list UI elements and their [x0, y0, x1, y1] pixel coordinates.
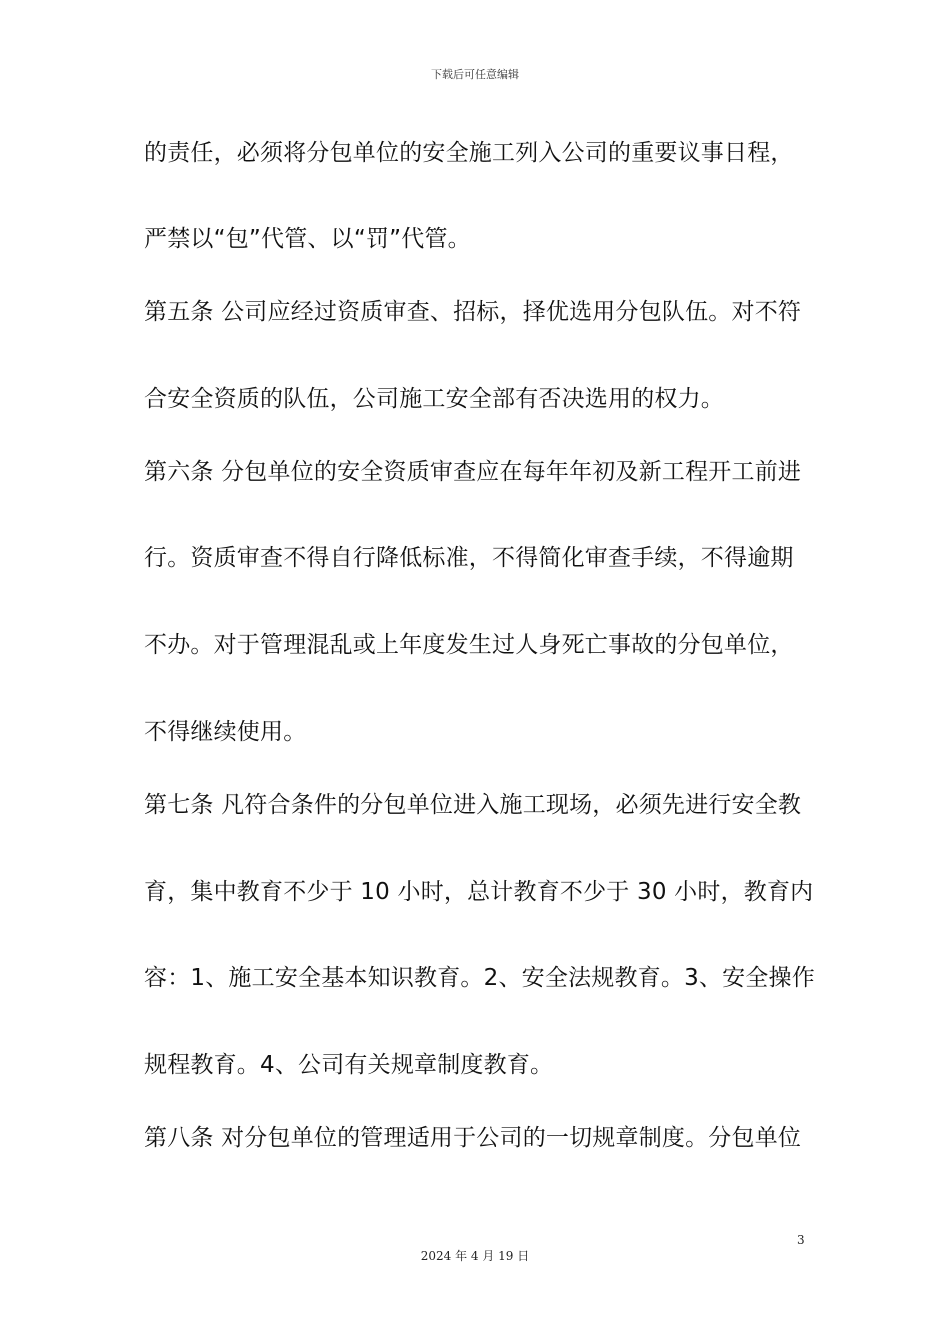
body-line-3: 第五条 公司应经过资质审查、招标，择优选用分包队伍。对不符	[144, 299, 802, 325]
body-line-8: 不得继续使用。	[144, 719, 307, 745]
page-number: 3	[797, 1233, 805, 1247]
footer-date: 2024 年 4 月 19 日	[420, 1249, 530, 1263]
body-line-9: 第七条 凡符合条件的分包单位进入施工现场，必须先进行安全教	[144, 792, 802, 818]
body-line-13: 第八条 对分包单位的管理适用于公司的一切规章制度。分包单位	[144, 1125, 802, 1151]
body-line-5: 第六条 分包单位的安全资质审查应在每年年初及新工程开工前进	[144, 459, 802, 485]
body-line-6: 行。资质审查不得自行降低标准，不得简化审查手续，不得逾期	[144, 545, 794, 571]
body-line-7: 不办。对于管理混乱或上年度发生过人身死亡事故的分包单位，	[144, 632, 794, 658]
page-header: 下载后可任意编辑	[431, 68, 519, 81]
body-line-4: 合安全资质的队伍，公司施工安全部有否决选用的权力。	[144, 386, 724, 412]
body-line-11: 容：1、施工安全基本知识教育。2、安全法规教育。3、安全操作	[144, 965, 815, 991]
body-line-12: 规程教育。4、公司有关规章制度教育。	[144, 1052, 554, 1078]
body-line-10: 育，集中教育不少于 10 小时，总计教育不少于 30 小时，教育内	[144, 879, 814, 905]
body-line-2: 严禁以“包”代管、以“罚”代管。	[144, 226, 471, 252]
body-line-1: 的责任，必须将分包单位的安全施工列入公司的重要议事日程，	[144, 140, 794, 166]
